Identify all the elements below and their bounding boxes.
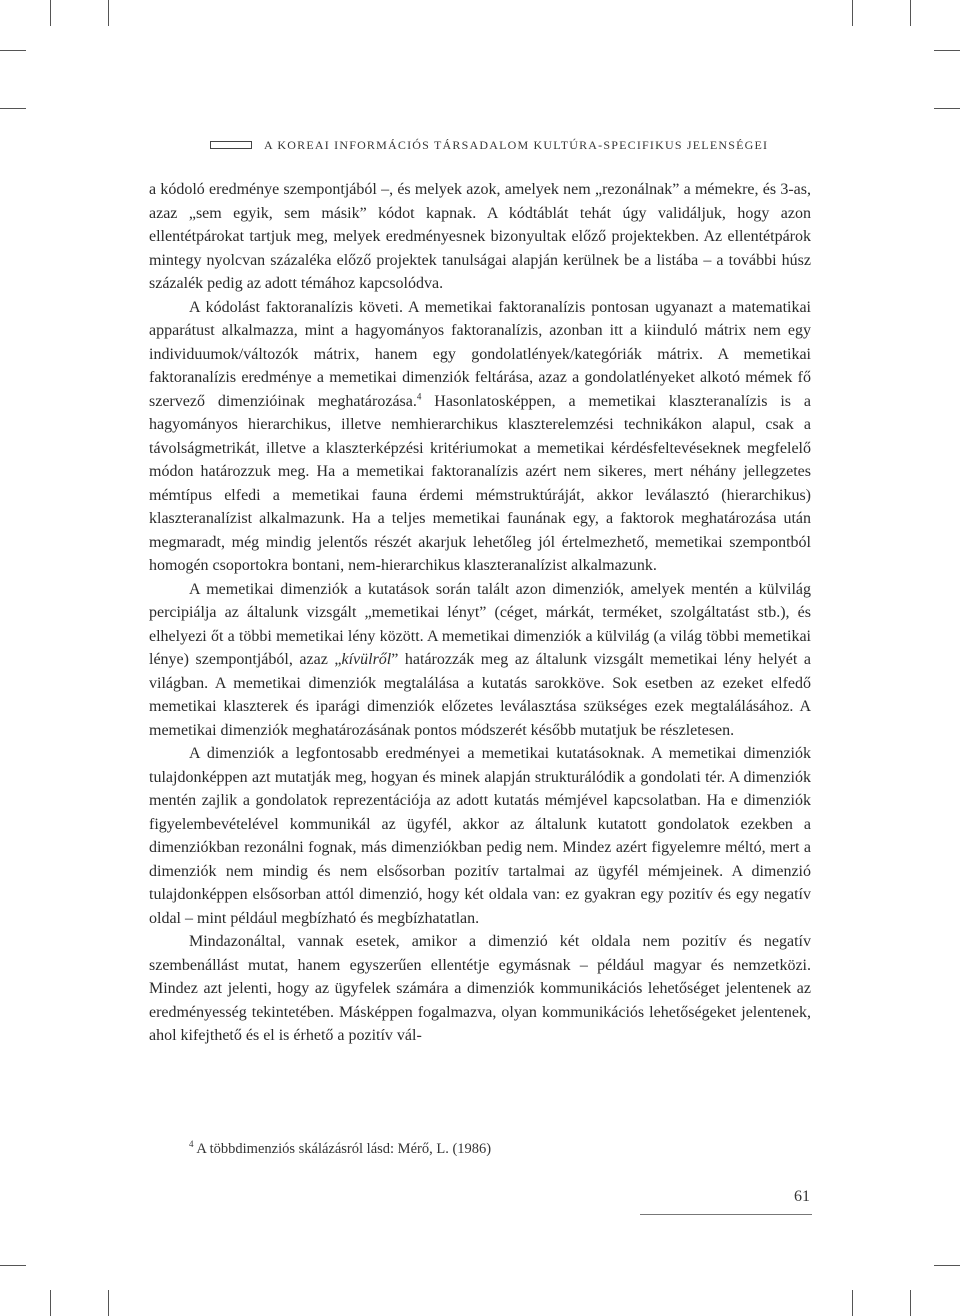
footnote-text: A többdimenziós skálázásról lásd: Mérő, L. (1986) [196,1141,492,1157]
header-ornament [210,141,252,149]
body-text [149,178,811,1048]
crop-mark [108,0,109,26]
footnote-number: 4 [189,1139,194,1150]
crop-mark [852,0,853,26]
running-header [210,136,810,154]
crop-mark [852,1290,853,1316]
paragraph: A dimenziók a legfontosabb eredményei a memetikai kutatásoknak. A memetikai dimenziók tulajdonképpen azt mutatják meg, hogyan és minek alapján strukturálódik a gondolati tér. A dimenziók mentén zajlik a gondolatok reprezentációja az adott kutatás mémjével kapcsolatban. Ha e dimenziók figyelembevételével kommunikál az ügyfél, akkor az általunk kutatott gondolatok ezekben a dimenziókban rezonálni fognak, más dimenziókban pedig nem. Mindez azért figyelemre méltó, mert a dimenziók nem mindig és nem elsősorban pozitív tartalmai az ügyfél mémjeinek. A dimenzió tulajdonképpen elsősorban attól dimenzió, hogy két oldala van: ez gyakran egy pozitív és egy negatív oldal – mint például megbízható és megbízhatatlan. [149,745,811,927]
crop-mark [50,0,51,26]
running-header-text: A KOREAI INFORMÁCIÓS TÁRSADALOM KULTÚRA-SPECIFIKUS JELENSÉGEI [264,137,769,152]
paragraph: a kódoló eredménye szempontjából –, és melyek azok, amelyek nem „rezonálnak” a mémekre, és 3-as, azaz „sem egyik, sem másik” kódot kapnak. A kódtáblát tehát úgy validáljuk, hogy azon ellentétpárokat tartjuk meg, melyek eredményesnek bizonyultak előző projektekben. Az ellentétpárok mintegy nyolcvan százaléka előző projektek tanulságai alapján kerülnek be a listába – a további húsz százalék pedig az adott témához kapcsolódva. [149,181,811,292]
crop-mark [934,108,960,109]
crop-mark [910,1290,911,1316]
crop-mark [0,108,26,109]
crop-mark [934,1265,960,1266]
crop-mark [0,1265,26,1266]
paragraph: Mindazonáltal, vannak esetek, amikor a dimenzió két oldala nem pozitív és negatív szembenállást mutat, hanem egyszerűen ellentétje egymásnak – például magyar és nemzetközi. Mindez azt jelenti, hogy az ügyfelek számára a dimenziók kommunikációs lehetőséget jelentenek az eredményesség tekintetében. Másképpen fogalmazva, olyan kommunikációs lehetőségeket jelentenek, ahol kifejthető és el is érhető a pozitív vál- [149,933,811,1044]
page-number: 61 [794,1188,810,1205]
footnote-reference[interactable]: 4 [416,391,422,402]
crop-mark [934,50,960,51]
paragraph: A memetikai dimenziók a kutatások során talált azon dimenziók, amelyek mentén a külvilág percipiálja az általunk vizsgált „memetikai lényt” (céget, márkát, terméket, szolgáltatást stb.), és elhelyezi őt a többi memetikai lény között. A memetikai dimenziók a külvilág (a világ többi memetikai lénye) szempontjából, azaz „kívülről” határozzák meg az általunk vizsgált memetikai lény helyét a világban. A memetikai dimenziók megtalálása a kutatás sarokköve. Sok esetben az ezeket elfedő memetikai klaszterek és iparági dimenziók előzetes leválasztása szükséges ezek megtalálásához. A memetikai dimenziók meghatározásának pontos módszerét később mutatjuk be részletesen. [149,580,811,739]
footnote [189,1141,491,1158]
crop-mark [0,50,26,51]
page-number-rule [640,1214,812,1215]
emphasis: kívülről [341,651,392,668]
crop-mark [910,0,911,26]
paragraph: A kódolást faktoranalízis követi. A memetikai faktoranalízis pontosan ugyanazt a matematikai apparátust alkalmazza, mint a hagyományos faktoranalízis, azonban itt a kiinduló mátrix nem egy individuumok/változók mátrix, hanem egy gondolatlények/kategóriák mátrix. A memetikai faktoranalízis eredménye a memetikai dimenziók feltárása, azaz a gondolatlényeket alkotó mémek fő szervező dimenzióinak meghatározása.$^4$ Hasonlatosképpen, a memetikai klaszteranalízis is a hagyományos hierarchikus, illetve nemhierarchikus klaszterelemzési technikákon alapul, csak a távolságmetrikát, illetve a klaszterképzési kritériumokat a memetikai kérdésfeltevéseknek megfelelő módon határozzuk meg. Ha a memetikai faktoranalízis azért nem sikeres, mert néhány jellegzetes mémtípus elfedi a memetikai fauna érdemi mémstruktúráját, akkor leválasztó (hierarchikus) klaszteranalízist alkalmazunk. Ha a teljes memetikai faunának egy, a faktorok meghatározása után megmaradt, még mindig jelentős részét akarjuk lehetőleg jól értelmezhető, memetikai szempontból homogén csoportokra bontani, nem-hierarchikus klaszteranalízist alkalmazunk. [149,298,812,574]
crop-mark [108,1290,109,1316]
crop-mark [50,1290,51,1316]
